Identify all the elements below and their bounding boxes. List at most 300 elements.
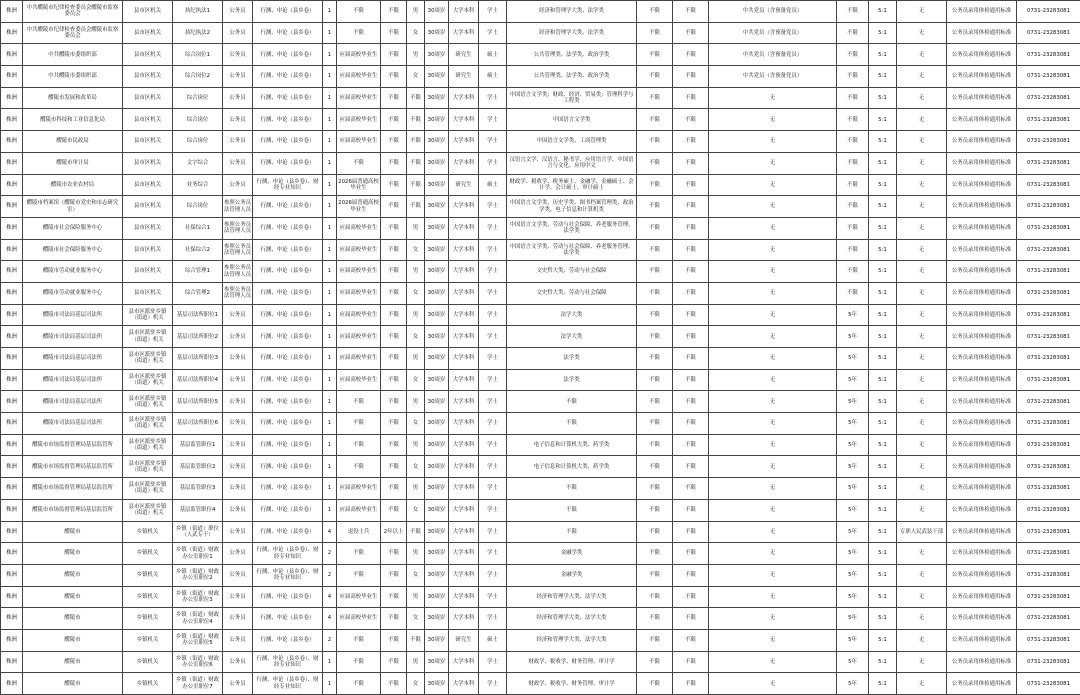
table-cell: 学士 xyxy=(479,326,507,348)
table-cell: 不限 xyxy=(837,44,869,66)
table-cell: 学士 xyxy=(479,564,507,586)
table-cell: 0731-23283081 xyxy=(1017,413,1080,435)
table-cell: 不限 xyxy=(837,87,869,109)
table-cell: 男 xyxy=(407,1,425,23)
table-cell: 无 xyxy=(897,261,947,283)
table-cell: 公务员 xyxy=(223,586,253,608)
table-cell: 不限 xyxy=(381,87,407,109)
table-cell: 电子信息和计算机大类、药学类 xyxy=(507,434,637,456)
table-cell: 应届高校毕业生 xyxy=(337,586,381,608)
table-cell: 基层司法所职位3 xyxy=(173,348,223,370)
table-cell: 5年 xyxy=(837,391,869,413)
table-cell: 株洲 xyxy=(1,304,23,326)
table-cell: 不限 xyxy=(637,196,673,218)
table-cell: 株洲 xyxy=(1,66,23,88)
table-cell: 5年 xyxy=(837,651,869,673)
table-cell: 公务员录用体检通用标准 xyxy=(947,586,1017,608)
table-cell: 不限 xyxy=(337,456,381,478)
table-cell: 中国语言文学类、劳动与社会保障、养老服务管理、法学类 xyxy=(507,239,637,261)
table-cell: 不限 xyxy=(673,521,709,543)
table-cell: 株洲 xyxy=(1,434,23,456)
table-cell: 不限 xyxy=(673,1,709,23)
table-cell: 不限 xyxy=(381,131,407,153)
table-cell: 公务员录用体检通用标准 xyxy=(947,499,1017,521)
table-cell: 5:1 xyxy=(869,608,897,630)
table-cell: 1 xyxy=(323,196,337,218)
table-cell: 醴陵市司法局基层司法所 xyxy=(23,326,123,348)
table-cell: 不限 xyxy=(673,456,709,478)
table-row xyxy=(1,434,1080,456)
table-cell: 醴陵市司法局基层司法所 xyxy=(23,413,123,435)
table-cell: 公务员录用体检通用标准 xyxy=(947,608,1017,630)
table-row xyxy=(1,586,1080,608)
table-cell: 大学本科 xyxy=(449,152,479,174)
table-cell: 不限 xyxy=(407,521,425,543)
table-cell: 4 xyxy=(323,586,337,608)
table-cell: 公务员录用体检通用标准 xyxy=(947,152,1017,174)
table-cell: 基层监管职位2 xyxy=(173,456,223,478)
table-cell: 硕士 xyxy=(479,174,507,196)
table-cell: 公务员录用体检通用标准 xyxy=(947,651,1017,673)
table-cell: 不限 xyxy=(381,478,407,500)
table-cell: 应届高校毕业生 xyxy=(337,608,381,630)
table-cell: 不限 xyxy=(673,348,709,370)
table-cell: 县市区机关 xyxy=(123,109,173,131)
table-cell: 大学本科 xyxy=(449,543,479,565)
table-cell: 不限 xyxy=(837,282,869,304)
table-cell: 5:1 xyxy=(869,174,897,196)
table-cell: 不限 xyxy=(837,66,869,88)
table-cell: 1 xyxy=(323,369,337,391)
table-cell: 株洲 xyxy=(1,239,23,261)
table-cell: 1 xyxy=(323,44,337,66)
table-cell: 女 xyxy=(407,499,425,521)
table-cell: 不限 xyxy=(337,673,381,695)
table-cell: 中国语言文学类、劳动与社会保障、养老服务管理、法学类 xyxy=(507,217,637,239)
table-cell: 0731-23283081 xyxy=(1017,434,1080,456)
table-cell: 行测、申论（县乡卷） xyxy=(253,348,323,370)
table-cell: 公务员 xyxy=(223,608,253,630)
table-cell: 综合管理1 xyxy=(173,261,223,283)
table-cell: 5:1 xyxy=(869,369,897,391)
table-cell: 不限 xyxy=(673,413,709,435)
table-cell: 不限 xyxy=(381,434,407,456)
table-cell: 金融学类 xyxy=(507,564,637,586)
table-cell: 县市区机关 xyxy=(123,174,173,196)
table-cell: 女 xyxy=(407,326,425,348)
table-cell: 大学本科 xyxy=(449,673,479,695)
table-cell: 0731-23283081 xyxy=(1017,217,1080,239)
table-cell: 不限 xyxy=(337,564,381,586)
table-cell: 无 xyxy=(897,413,947,435)
table-cell: 不限 xyxy=(673,608,709,630)
table-cell: 5:1 xyxy=(869,109,897,131)
table-cell: 不限 xyxy=(673,174,709,196)
table-cell: 5年 xyxy=(837,348,869,370)
table-cell: 1 xyxy=(323,673,337,695)
table-cell: 公务员 xyxy=(223,391,253,413)
table-cell: 男 xyxy=(407,391,425,413)
table-cell: 不限 xyxy=(381,326,407,348)
table-cell: 5:1 xyxy=(869,196,897,218)
table-cell: 不限 xyxy=(337,629,381,651)
table-cell: 汉语言文学、汉语言、秘书学、应用语言学、中国语言与文化、应用中文 xyxy=(507,152,637,174)
table-row xyxy=(1,131,1080,153)
table-cell: 醴陵市科技和工业信息化局 xyxy=(23,109,123,131)
table-row xyxy=(1,391,1080,413)
table-cell: 公务员 xyxy=(223,304,253,326)
table-cell: 4 xyxy=(323,521,337,543)
table-cell: 醴陵市农业农村局 xyxy=(23,174,123,196)
table-cell: 县市区派驻乡镇（街道）机关 xyxy=(123,478,173,500)
table-cell: 1 xyxy=(323,87,337,109)
table-cell: 5年 xyxy=(837,629,869,651)
table-cell: 1 xyxy=(323,22,337,44)
table-cell: 不限 xyxy=(381,261,407,283)
table-cell: 行测、申论（县乡卷） xyxy=(253,152,323,174)
table-cell: 女 xyxy=(407,413,425,435)
table-cell: 株洲 xyxy=(1,217,23,239)
table-cell: 公务员录用体检通用标准 xyxy=(947,326,1017,348)
table-cell: 醴陵市发展和改革局 xyxy=(23,87,123,109)
table-cell: 30周岁 xyxy=(425,651,449,673)
table-cell: 大学本科 xyxy=(449,304,479,326)
table-cell: 公务员录用体检通用标准 xyxy=(947,673,1017,695)
table-cell: 不限 xyxy=(637,391,673,413)
table-cell: 5:1 xyxy=(869,521,897,543)
table-cell: 不限 xyxy=(381,66,407,88)
table-cell: 行测、申论（县乡卷） xyxy=(253,196,323,218)
table-cell: 醴陵市劳动就业服务中心 xyxy=(23,261,123,283)
table-cell: 学士 xyxy=(479,348,507,370)
table-cell: 参照公务员法管理人员 xyxy=(223,196,253,218)
table-cell: 大学本科 xyxy=(449,413,479,435)
table-cell: 法学类 xyxy=(507,369,637,391)
table-cell: 学士 xyxy=(479,434,507,456)
table-cell: 公务员录用体检通用标准 xyxy=(947,456,1017,478)
table-cell: 财政学、税收学、财务管理、审计学 xyxy=(507,673,637,695)
table-cell: 不限 xyxy=(507,478,637,500)
table-cell: 醴陵市 xyxy=(23,629,123,651)
table-cell: 5:1 xyxy=(869,651,897,673)
table-cell: 乡镇机关 xyxy=(123,629,173,651)
table-cell: 无 xyxy=(897,1,947,23)
table-cell: 醴陵市民政局 xyxy=(23,131,123,153)
table-cell: 0731-23283081 xyxy=(1017,44,1080,66)
table-cell: 女 xyxy=(407,22,425,44)
table-cell: 大学本科 xyxy=(449,87,479,109)
table-cell: 行测、申论（县乡卷）、财经专业知识 xyxy=(253,673,323,695)
table-cell: 公务员 xyxy=(223,152,253,174)
table-cell: 男 xyxy=(407,217,425,239)
table-cell: 30周岁 xyxy=(425,304,449,326)
table-cell: 学士 xyxy=(479,369,507,391)
table-cell: 不限 xyxy=(337,651,381,673)
table-cell: 5年 xyxy=(837,673,869,695)
table-cell: 行测、申论（县乡卷） xyxy=(253,1,323,23)
table-cell: 无 xyxy=(897,304,947,326)
table-cell: 5:1 xyxy=(869,44,897,66)
table-row xyxy=(1,673,1080,695)
table-cell: 应届高校毕业生 xyxy=(337,478,381,500)
table-row xyxy=(1,543,1080,565)
table-cell: 县市区派驻乡镇（街道）机关 xyxy=(123,391,173,413)
table-cell: 不限 xyxy=(637,239,673,261)
table-cell: 不限 xyxy=(381,44,407,66)
table-cell: 不限 xyxy=(673,196,709,218)
table-cell: 县市区机关 xyxy=(123,66,173,88)
table-cell: 30周岁 xyxy=(425,369,449,391)
table-cell: 不限 xyxy=(407,87,425,109)
table-cell: 0731-23283081 xyxy=(1017,348,1080,370)
table-cell: 公务员录用体检通用标准 xyxy=(947,413,1017,435)
table-row xyxy=(1,1,1080,23)
table-cell: 县市区机关 xyxy=(123,1,173,23)
table-cell: 乡镇机关 xyxy=(123,586,173,608)
table-cell: 中共党员（含预备党员） xyxy=(709,66,837,88)
table-cell: 县市区派驻乡镇（街道）机关 xyxy=(123,369,173,391)
table-cell: 无 xyxy=(709,413,837,435)
table-cell: 公务员 xyxy=(223,673,253,695)
table-cell: 不限 xyxy=(337,1,381,23)
table-cell: 不限 xyxy=(637,44,673,66)
table-cell: 女 xyxy=(407,608,425,630)
table-cell: 30周岁 xyxy=(425,44,449,66)
table-cell: 无 xyxy=(709,434,837,456)
table-cell: 学士 xyxy=(479,109,507,131)
table-cell: 县市区派驻乡镇（街道）机关 xyxy=(123,434,173,456)
table-cell: 不限 xyxy=(407,174,425,196)
table-cell: 无 xyxy=(897,87,947,109)
table-cell: 不限 xyxy=(673,369,709,391)
table-cell: 县市区机关 xyxy=(123,217,173,239)
table-cell: 不限 xyxy=(381,499,407,521)
table-cell: 大学本科 xyxy=(449,22,479,44)
table-cell: 大学本科 xyxy=(449,521,479,543)
table-cell: 行测、申论（县乡卷） xyxy=(253,326,323,348)
table-cell: 乡镇（街道）职位（人武专干） xyxy=(173,521,223,543)
table-row xyxy=(1,66,1080,88)
table-cell: 醴陵市市场监督管理局基层监管所 xyxy=(23,478,123,500)
table-cell: 应届高校毕业生 xyxy=(337,131,381,153)
table-cell: 公务员 xyxy=(223,499,253,521)
table-cell: 不限 xyxy=(673,673,709,695)
table-cell: 公务员 xyxy=(223,543,253,565)
table-row xyxy=(1,608,1080,630)
table-cell: 株洲 xyxy=(1,391,23,413)
table-cell: 学士 xyxy=(479,521,507,543)
table-cell: 参照公务员法管理人员 xyxy=(223,217,253,239)
table-cell: 不限 xyxy=(637,521,673,543)
table-cell: 0731-23283081 xyxy=(1017,543,1080,565)
table-cell: 0731-23283081 xyxy=(1017,174,1080,196)
table-cell: 0731-23283081 xyxy=(1017,673,1080,695)
table-cell: 5:1 xyxy=(869,87,897,109)
table-cell: 不限 xyxy=(637,629,673,651)
table-cell: 无 xyxy=(897,369,947,391)
table-cell: 无 xyxy=(709,174,837,196)
table-row xyxy=(1,499,1080,521)
table-cell: 醴陵市 xyxy=(23,586,123,608)
table-cell: 财政学、税收学、财务管理、审计学 xyxy=(507,651,637,673)
table-cell: 应届高校毕业生 xyxy=(337,326,381,348)
table-cell: 学士 xyxy=(479,391,507,413)
table-cell: 大学本科 xyxy=(449,239,479,261)
table-cell: 综合岗位 xyxy=(173,109,223,131)
table-cell: 行测、申论（县乡卷） xyxy=(253,521,323,543)
table-cell: 行测、申论（县乡卷） xyxy=(253,66,323,88)
table-cell: 乡镇（街道）财政办公室职位7 xyxy=(173,673,223,695)
table-cell: 大学本科 xyxy=(449,499,479,521)
table-cell: 男 xyxy=(407,304,425,326)
table-cell: 公务员 xyxy=(223,348,253,370)
table-cell: 行测、申论（县乡卷） xyxy=(253,499,323,521)
table-cell: 无 xyxy=(709,586,837,608)
table-cell: 学士 xyxy=(479,651,507,673)
table-cell: 不限 xyxy=(337,152,381,174)
table-cell: 大学本科 xyxy=(449,261,479,283)
table-cell: 公务员 xyxy=(223,456,253,478)
table-cell: 学士 xyxy=(479,586,507,608)
table-cell: 30周岁 xyxy=(425,413,449,435)
table-cell: 无 xyxy=(709,152,837,174)
table-cell: 学士 xyxy=(479,239,507,261)
table-cell: 无 xyxy=(709,109,837,131)
table-cell: 不限 xyxy=(673,391,709,413)
table-cell: 公务员录用体检通用标准 xyxy=(947,434,1017,456)
table-cell: 学士 xyxy=(479,1,507,23)
table-cell: 大学本科 xyxy=(449,651,479,673)
table-row xyxy=(1,413,1080,435)
table-cell: 基层司法所职位4 xyxy=(173,369,223,391)
table-cell: 学士 xyxy=(479,543,507,565)
table-row xyxy=(1,174,1080,196)
table-cell: 硕士 xyxy=(479,66,507,88)
table-cell: 株洲 xyxy=(1,478,23,500)
table-cell: 1 xyxy=(323,391,337,413)
table-cell: 无 xyxy=(709,543,837,565)
table-cell: 无 xyxy=(897,564,947,586)
table-cell: 5:1 xyxy=(869,456,897,478)
table-cell: 公务员录用体检通用标准 xyxy=(947,217,1017,239)
table-cell: 0731-23283081 xyxy=(1017,1,1080,23)
table-cell: 中国语言文学类、工商管理类 xyxy=(507,131,637,153)
table-cell: 公务员录用体检通用标准 xyxy=(947,521,1017,543)
table-cell: 无 xyxy=(897,608,947,630)
table-cell: 无 xyxy=(897,174,947,196)
table-cell: 学士 xyxy=(479,22,507,44)
table-cell: 无 xyxy=(709,608,837,630)
table-cell: 不限 xyxy=(637,304,673,326)
table-cell: 综合岗位 xyxy=(173,196,223,218)
table-cell: 0731-23283081 xyxy=(1017,304,1080,326)
table-cell: 不限 xyxy=(507,391,637,413)
table-cell: 法学大类 xyxy=(507,326,637,348)
table-cell: 5:1 xyxy=(869,261,897,283)
table-cell: 株洲 xyxy=(1,261,23,283)
table-cell: 大学本科 xyxy=(449,478,479,500)
table-cell: 5:1 xyxy=(869,478,897,500)
table-cell: 不限 xyxy=(673,304,709,326)
table-cell: 县市区派驻乡镇（街道）机关 xyxy=(123,348,173,370)
table-cell: 不限 xyxy=(381,217,407,239)
table-cell: 乡镇机关 xyxy=(123,521,173,543)
table-cell: 公务员 xyxy=(223,174,253,196)
table-cell: 5年 xyxy=(837,434,869,456)
table-cell: 不限 xyxy=(381,586,407,608)
table-cell: 30周岁 xyxy=(425,348,449,370)
table-cell: 30周岁 xyxy=(425,282,449,304)
table-cell: 公务员录用体检通用标准 xyxy=(947,629,1017,651)
table-cell: 女 xyxy=(407,282,425,304)
table-cell: 不限 xyxy=(837,1,869,23)
table-cell: 应届高校毕业生 xyxy=(337,369,381,391)
table-cell: 5:1 xyxy=(869,499,897,521)
table-cell: 株洲 xyxy=(1,651,23,673)
table-cell: 5:1 xyxy=(869,348,897,370)
table-cell: 不限 xyxy=(381,456,407,478)
table-cell: 大学本科 xyxy=(449,131,479,153)
table-cell: 5年 xyxy=(837,543,869,565)
table-cell: 1 xyxy=(323,261,337,283)
table-cell: 不限 xyxy=(381,369,407,391)
table-cell: 醴陵市 xyxy=(23,564,123,586)
table-cell: 1 xyxy=(323,152,337,174)
table-row xyxy=(1,282,1080,304)
table-cell: 不限 xyxy=(407,629,425,651)
table-cell: 应届高校毕业生 xyxy=(337,261,381,283)
table-row xyxy=(1,369,1080,391)
table-cell: 男 xyxy=(407,44,425,66)
table-cell: 不限 xyxy=(637,66,673,88)
table-cell: 公共管理类、法学类、政治学类 xyxy=(507,66,637,88)
table-cell: 30周岁 xyxy=(425,1,449,23)
table-cell: 不限 xyxy=(637,261,673,283)
table-cell: 无 xyxy=(897,217,947,239)
table-cell: 30周岁 xyxy=(425,543,449,565)
table-cell: 县市区派驻乡镇（街道）机关 xyxy=(123,499,173,521)
table-cell: 综合管理2 xyxy=(173,282,223,304)
table-cell: 不限 xyxy=(337,543,381,565)
table-cell: 行测、申论（县乡卷） xyxy=(253,131,323,153)
table-cell: 30周岁 xyxy=(425,174,449,196)
table-cell: 不限 xyxy=(837,131,869,153)
table-cell: 学士 xyxy=(479,478,507,500)
table-cell: 不限 xyxy=(637,608,673,630)
table-cell: 0731-23283081 xyxy=(1017,608,1080,630)
table-cell: 研究生 xyxy=(449,174,479,196)
table-cell: 不限 xyxy=(837,152,869,174)
table-cell: 醴陵市司法局基层司法所 xyxy=(23,348,123,370)
table-cell: 5:1 xyxy=(869,673,897,695)
table-cell: 行测、申论（县乡卷） xyxy=(253,282,323,304)
table-cell: 不限 xyxy=(673,543,709,565)
table-row xyxy=(1,261,1080,283)
table-cell: 2 xyxy=(323,629,337,651)
table-cell: 学士 xyxy=(479,413,507,435)
table-cell: 经济和管理学大类、法学类 xyxy=(507,22,637,44)
table-cell: 无 xyxy=(709,456,837,478)
table-cell: 株洲 xyxy=(1,543,23,565)
table-cell: 公务员录用体检通用标准 xyxy=(947,369,1017,391)
table-cell: 醴陵市司法局基层司法所 xyxy=(23,391,123,413)
table-cell: 应届高校毕业生 xyxy=(337,109,381,131)
table-cell: 2026届普通高校毕业生 xyxy=(337,196,381,218)
table-cell: 综合岗位 xyxy=(173,131,223,153)
table-cell: 5:1 xyxy=(869,391,897,413)
table-cell: 不限 xyxy=(673,239,709,261)
table-cell: 女 xyxy=(407,66,425,88)
